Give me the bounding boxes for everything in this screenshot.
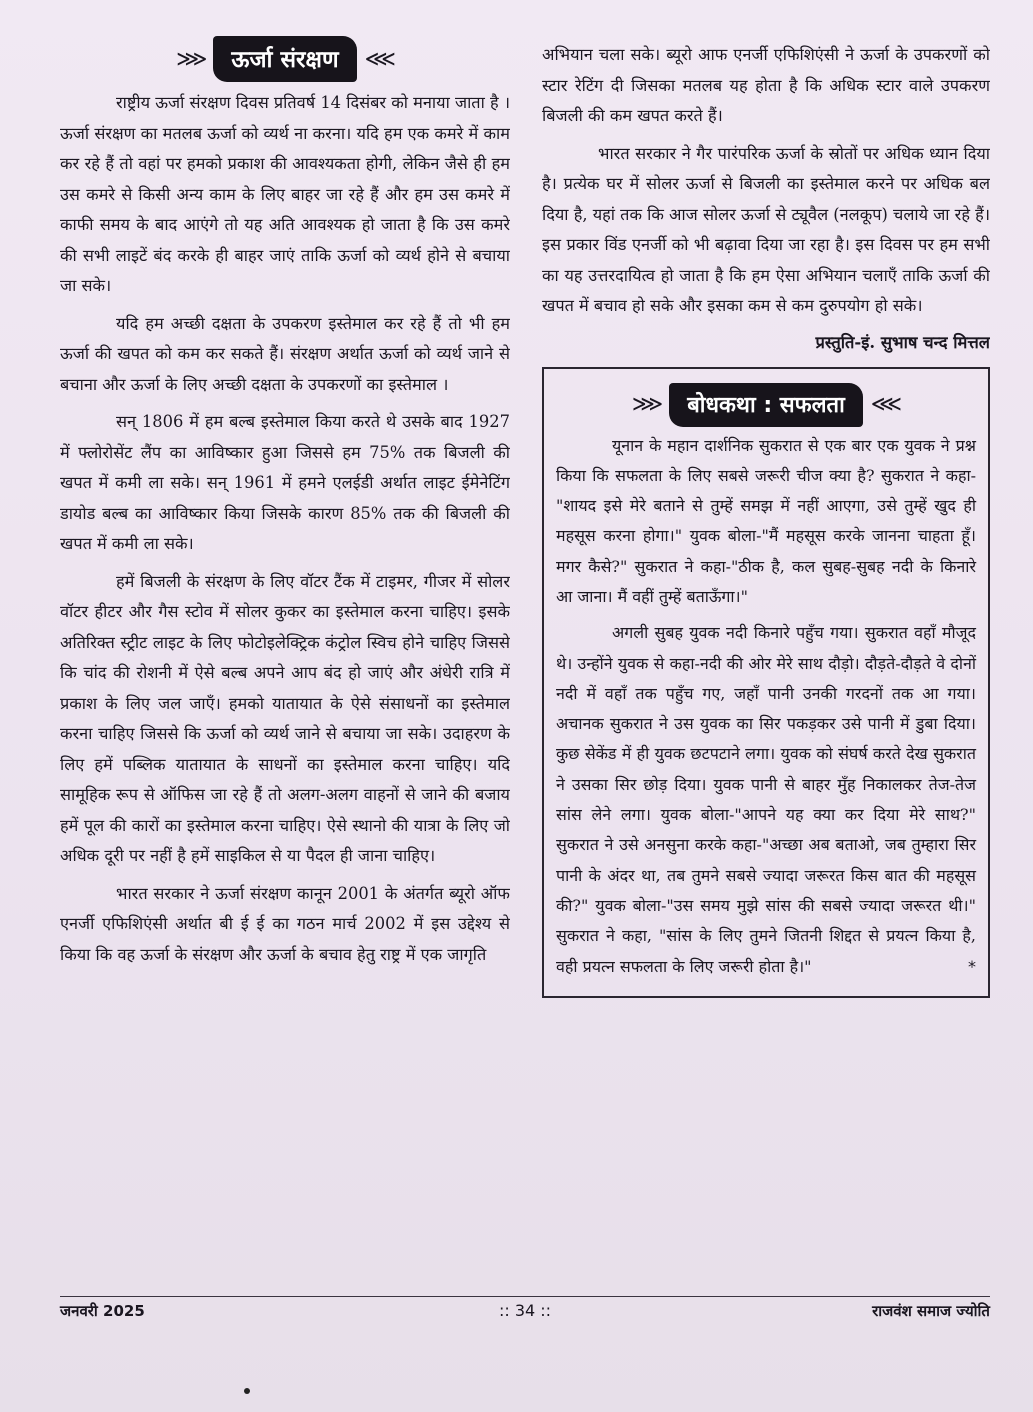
article-paragraph: हमें बिजली के संरक्षण के लिए वॉटर टैंक में टाइमर, गीजर में सोलर वॉटर हीटर और गैस स्टोव में सोलर कुकर का इस्तेमाल करना चाहिए। इसके अतिरिक्त स्ट्रीट लाइट के लिए फोटोइलेक्ट्रिक कंट्रोल स्विच होने चाहिए जिससे कि चांद की रोशनी में ऐसे बल्ब अपने आप बंद हो जाएं और अंधेरी रात्रि में प्रकाश के लिए जल जाएँ। हमको यातायात के ऐसे संसाधनों का इस्तेमाल करना चाहिए जिससे कि ऊर्जा को व्यर्थ जाने से बचाया जा सके। उदाहरण के लिए हमें पब्लिक यातायात के साधनों का इस्तेमाल करना चाहिए। यदि सामूहिक रूप से ऑफिस जा रहे हैं तो अलग-अलग वाहनों से जाने की बजाय हमें पूल की कारों का इस्तेमाल करना चाहिए। ऐसे स्थानो की यात्रा के लिए जो अधिक दूरी पर नहीं है हमें साइकिल से या पैदल ही जाना चाहिए। <box>60 571 510 865</box>
left-ornament-icon: ⋙ <box>631 392 662 417</box>
left-ornament-icon: ⋙ <box>176 46 206 72</box>
right-ornament-icon: ⋘ <box>364 46 394 72</box>
article-continued-paragraph: अभियान चला सके। ब्यूरो आफ एनर्जी एफिशिएंसी ने ऊर्जा के उपकरणों को स्टार रेटिंग दी जिसका मतलब यह होता है कि अधिक स्टार वाले उपकरण बिजली की कम खपत करते हैं। <box>542 45 990 125</box>
article-author: प्रस्तुति-इं. सुभाष चन्द मित्तल <box>815 332 990 352</box>
article-paragraph: भारत सरकार ने ऊर्जा संरक्षण कानून 2001 के अंतर्गत ब्यूरो ऑफ एनर्जी एफिशिएंसी अर्थात बी ई ई का गठन मार्च 2002 में इस उद्देश्य से किया कि वह ऊर्जा के संरक्षण और ऊर्जा के बचाव हेतु राष्ट्र में एक जागृति <box>60 883 510 964</box>
right-ornament-icon: ⋘ <box>870 392 901 417</box>
article-paragraph: राष्ट्रीय ऊर्जा संरक्षण दिवस प्रतिवर्ष 14 दिसंबर को मनाया जाता है । ऊर्जा संरक्षण का मतलब ऊर्जा को व्यर्थ ना करना। यदि हम एक कमरे में काम कर रहे हैं तो वहां पर हमको प्रकाश की आवश्यकता होगी, लेकिन जैसे ही हम उस कमरे से किसी अन्य काम के लिए बाहर जा रहे हैं और हम उस कमरे में काफी समय के बाद आएंगे तो यह अति आवश्यक हो जाता है कि उस कमरे की सभी लाइटें बंद करके ही बाहर जाएं ताकि ऊर्जा को व्यर्थ होने से बचाया जा सके। <box>60 93 510 295</box>
right-column <box>542 40 990 1280</box>
story-paragraph: यूनान के महान दार्शनिक सुकरात से एक बार एक युवक ने प्रश्न किया कि सफलता के लिए सबसे जरूरी चीज क्या है? सुकरात ने कहा-"शायद इसे मेरे बताने से तुम्हें समझ में नहीं आएगा, उसे तुम्हें खुद ही महसूस करना होगा।" युवक बोला-"मैं महसूस करके जानना चाहता हूँ। मगर कैसे?" सुकरात ने कहा-"ठीक है, कल सुबह-सुबह नदी के किनारे आ जाना। मैं वहीं तुम्हें बताऊँगा।" <box>556 435 976 606</box>
magazine-name: राजवंश समाज ज्योति <box>872 1302 990 1320</box>
footer-date: जनवरी 2025 <box>60 1302 145 1320</box>
article-heading <box>60 36 510 82</box>
story-box <box>542 367 990 998</box>
story-title: बोधकथा : सफलता <box>669 383 863 427</box>
page-footer <box>60 1296 990 1323</box>
article-continued-paragraph: भारत सरकार ने गैर पारंपरिक ऊर्जा के स्रोतों पर अधिक ध्यान दिया है। प्रत्येक घर में सोलर ऊर्जा से बिजली का इस्तेमाल करने पर अधिक बल दिया है, यहां तक कि आज सोलर ऊर्जा से ट्यूवैल (नलकूप) चलाये जा रहे हैं। इस प्रकार विंड एनर्जी को भी बढ़ावा दिया जा रहा है। इस दिवस पर हम सभी का यह उत्तरदायित्व हो जाता है कि हम ऐसा अभियान चलाएँ ताकि ऊर्जा की खपत में बचाव हो सके और इसका कम से कम दुरुपयोग हो सके। <box>542 143 990 315</box>
article-paragraph: यदि हम अच्छी दक्षता के उपकरण इस्तेमाल कर रहे हैं तो भी हम ऊर्जा की खपत को कम कर सकते हैं। संरक्षण अर्थात ऊर्जा को व्यर्थ जाने से बचाना और ऊर्जा के लिए अच्छी दक्षता के उपकरणों का इस्तेमाल । <box>60 313 510 394</box>
print-dot <box>244 1388 250 1394</box>
story-paragraph-text: अगली सुबह युवक नदी किनारे पहुँच गया। सुकरात वहाँ मौजूद थे। उन्होंने युवक से कहा-नदी की ओर मेरे साथ दौड़ो। दौड़ते-दौड़ते वे दोनों नदी में वहाँ तक पहुँच गए, जहाँ पानी उनकी गरदनों तक आ गया। अचानक सुकरात ने उस युवक का सिर पकड़कर उसे पानी में डुबा दिया। कुछ सेकेंड में ही युवक छटपटाने लगा। युवक को संघर्ष करते देख सुकरात ने उसका सिर छोड़ दिया। युवक पानी से बाहर मुँह निकालकर तेज-तेज सांस लेने लगा। युवक बोला-"आपने यह क्या कर दिया मेरे साथ?" सुकरात ने उसे अनसुना करके कहा-"अच्छा अब बताओ, जब तुम्हारा सिर पानी के अंदर था, तब तुमने सबसे ज्यादा जरूरत किस बात की महसूस की?" युवक बोला-"उस समय मुझे सांस की सबसे ज्यादा जरूरत थी।" सुकरात ने कहा, "सांस के लिए तुमने जितनी शिद्दत से प्रयत्न किया है, वही प्रयत्न सफलता के लिए जरूरी होता है।" <box>556 623 976 976</box>
article-title: ऊर्जा संरक्षण <box>213 36 356 82</box>
left-column <box>60 36 510 1266</box>
story-heading <box>556 383 976 427</box>
end-mark: * <box>968 956 976 976</box>
article-paragraph: सन् 1806 में हम बल्ब इस्तेमाल किया करते थे उसके बाद 1927 में फ्लोरोसेंट लैंप का आविष्कार हुआ जिससे हम 75% तक बिजली की खपत में कमी ला सके। सन् 1961 में हमने एलईडी अर्थात लाइट ईमेनेटिंग डायोड बल्ब का आविष्कार किया जिसके कारण 85% तक की बिजली की खपत में कमी ला सके। <box>60 412 510 553</box>
story-paragraph <box>556 618 976 982</box>
page-number: :: 34 :: <box>498 1301 552 1320</box>
